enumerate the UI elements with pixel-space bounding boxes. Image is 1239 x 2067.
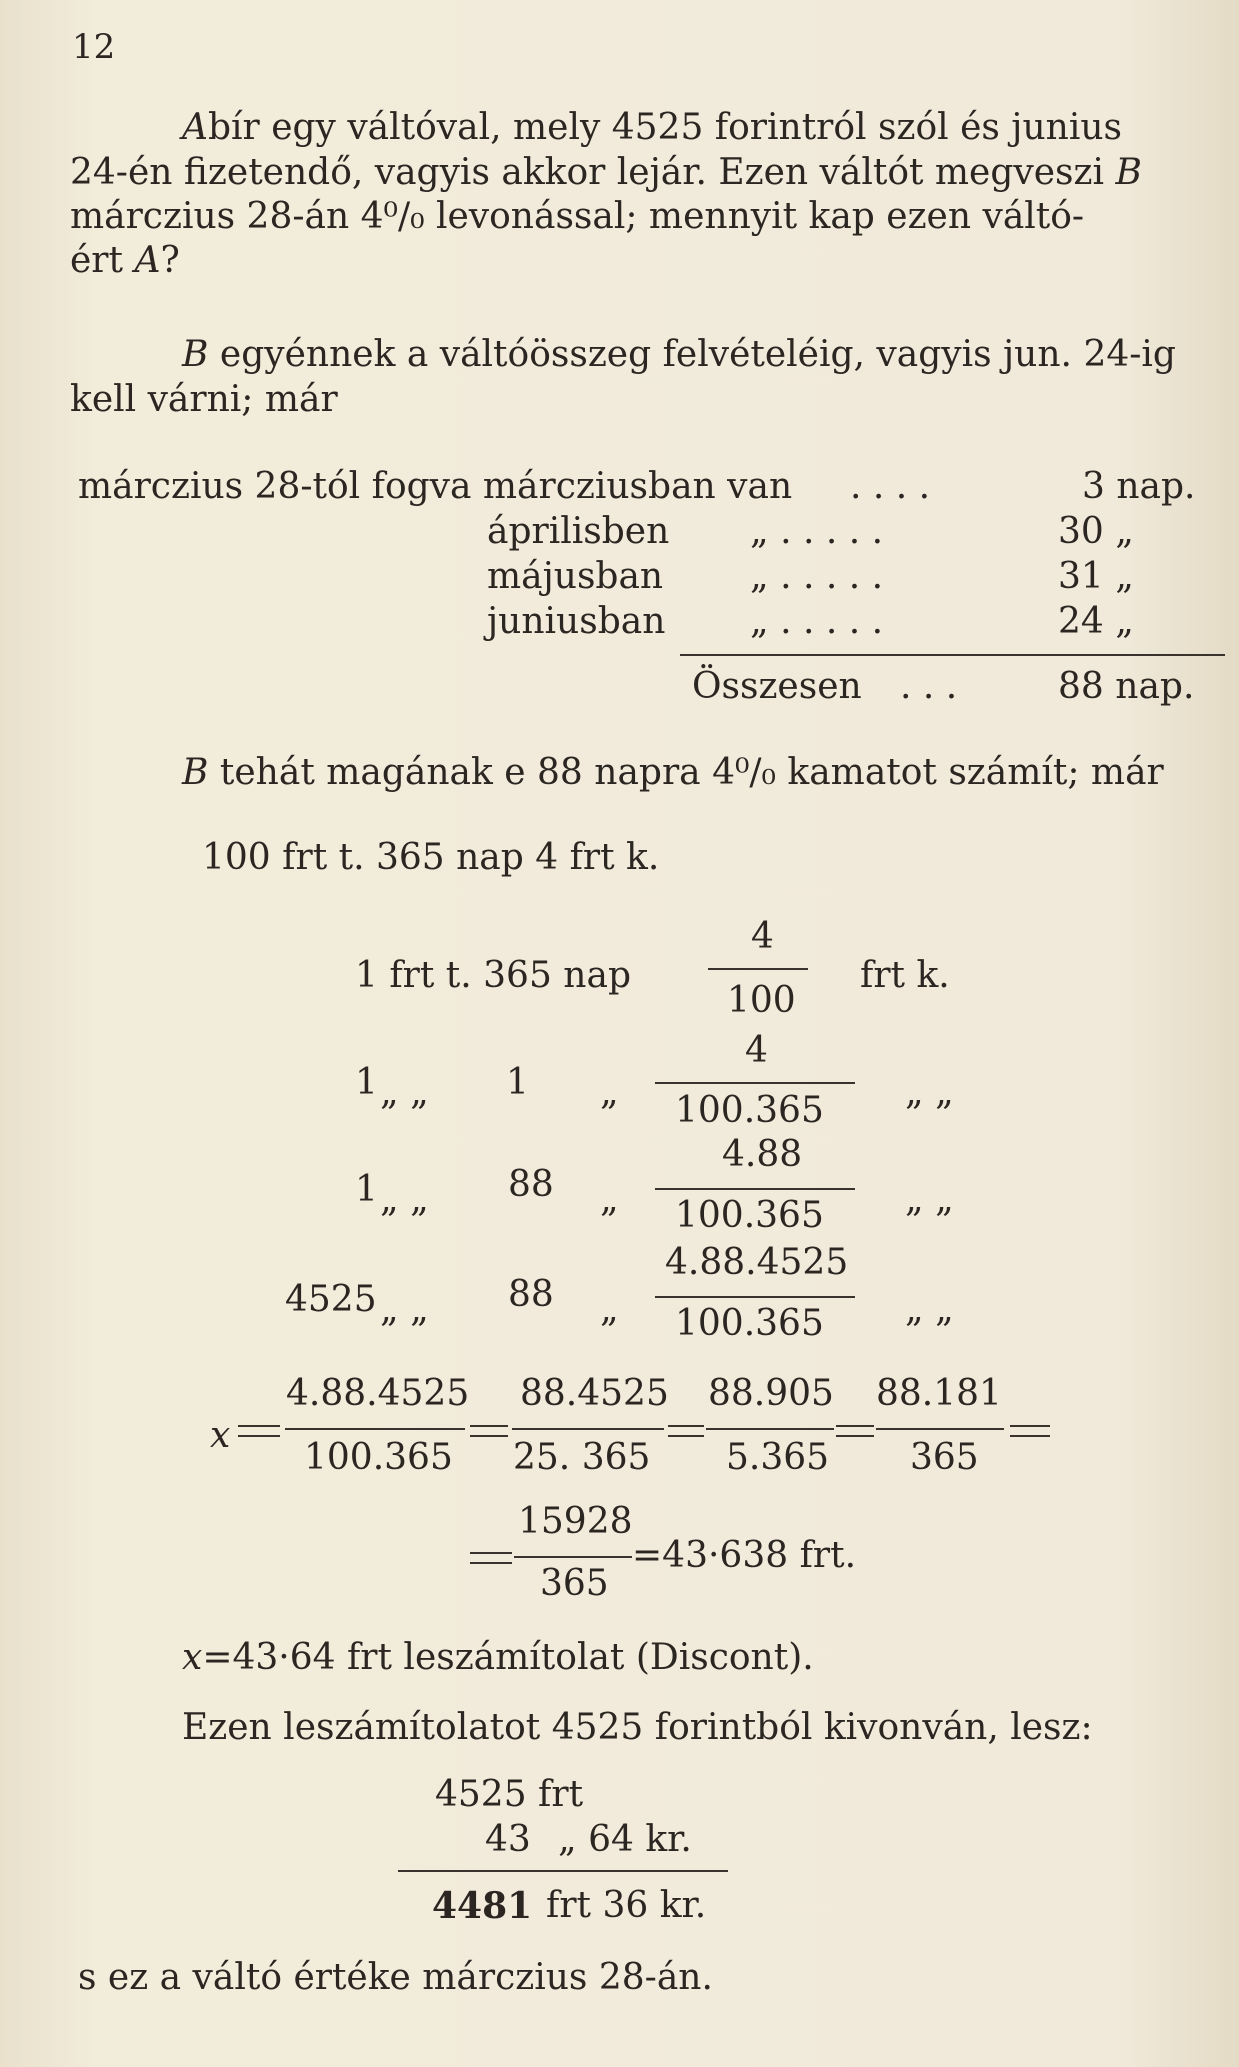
subtraction-result-rest: frt 36 kr. xyxy=(546,1885,707,1926)
subtraction-minuend: 4525 frt xyxy=(435,1774,584,1815)
equation-result: =43·638 frt. xyxy=(632,1535,857,1576)
subtraction-result-number: 4481 xyxy=(432,1885,533,1927)
subtraction-rule xyxy=(398,1870,728,1872)
equation-eq-sign-4-bottom xyxy=(836,1435,874,1437)
intro-line-3: márczius 28-án 4⁰/₀ levonással; mennyit kap ezen váltó- xyxy=(70,196,1085,237)
days-row-june-value: 24 „ xyxy=(1058,601,1134,642)
calc-row3-ditto2: „ xyxy=(600,1179,619,1220)
equation-fraction2-denominator: 25. 365 xyxy=(513,1437,651,1478)
calc-row2-numerator: 4 xyxy=(745,1030,768,1071)
equation-fraction1-denominator: 100.365 xyxy=(304,1437,453,1478)
calc-row1-numerator: 4 xyxy=(751,916,774,957)
equation-eq-sign-3-top xyxy=(668,1425,704,1427)
equation-fraction1-bar xyxy=(285,1428,465,1430)
subtraction-subtrahend-rest: „ 64 kr. xyxy=(558,1819,692,1860)
calc-row4-ditto2: „ xyxy=(600,1289,619,1330)
days-row-may-value: 31 „ xyxy=(1058,556,1134,597)
calc-row3-numerator: 4.88 xyxy=(722,1134,803,1175)
calc-row3-fraction-bar xyxy=(655,1188,855,1190)
calc-row4-a: 4525 xyxy=(285,1279,377,1320)
calc-row4-numerator: 4.88.4525 xyxy=(665,1242,849,1283)
calc-row2-denominator: 100.365 xyxy=(675,1090,824,1131)
calc-row3-a: 1 xyxy=(355,1169,378,1210)
equation-fraction5-bar xyxy=(514,1556,632,1558)
wait-line-2: kell várni; már xyxy=(70,379,338,420)
equation-fraction4-bar xyxy=(876,1428,1004,1430)
calc-row2-fraction-bar xyxy=(655,1082,855,1084)
calc-row4-denominator: 100.365 xyxy=(675,1303,824,1344)
calc-row4-b: 88 xyxy=(508,1274,554,1315)
calc-row3-denominator: 100.365 xyxy=(675,1195,824,1236)
days-row-april-dots: „ . . . . . xyxy=(750,511,884,552)
equation-fraction5-denominator: 365 xyxy=(540,1563,609,1604)
days-sum-rule xyxy=(680,654,1225,656)
days-row-march-value: 3 nap. xyxy=(1082,466,1196,507)
calc-row2-b: 1 xyxy=(506,1062,529,1103)
days-row-may-label: májusban xyxy=(487,556,664,597)
days-row-may-dots: „ . . . . . xyxy=(750,556,884,597)
equation-eq-sign-1-top xyxy=(238,1425,280,1427)
intro-line-1: A bír egy váltóval, mely 4525 forintról szól és junius xyxy=(182,107,1123,148)
equation-eq-sign-6-bottom xyxy=(470,1562,512,1564)
equation-eq-sign-1-bottom xyxy=(238,1435,280,1437)
page-number: 12 xyxy=(72,27,116,67)
calc-row4-fraction-bar xyxy=(655,1296,855,1298)
closing-line: s ez a váltó értéke márczius 28-án. xyxy=(78,1957,713,1998)
calc-row3-ditto-tail: „ „ xyxy=(905,1179,954,1220)
days-row-april-label: áprilisben xyxy=(487,511,670,552)
calc-row3-ditto1: „ „ xyxy=(380,1179,429,1220)
days-total-dots: . . . xyxy=(900,666,958,707)
equation-eq-sign-6-top xyxy=(470,1552,512,1554)
subtraction-subtrahend-number: 43 xyxy=(485,1819,531,1860)
equation-eq-sign-3-bottom xyxy=(668,1435,704,1437)
days-row-april-value: 30 „ xyxy=(1058,511,1134,552)
days-total-value: 88 nap. xyxy=(1058,666,1195,707)
equation-fraction2-numerator: 88.4525 xyxy=(520,1373,669,1414)
calc-row4-ditto-tail: „ „ xyxy=(905,1289,954,1330)
calc-row3-b: 88 xyxy=(508,1164,554,1205)
days-row-june-label: juniusban xyxy=(487,601,666,642)
wait-line-1: B egyénnek a váltóösszeg felvételéig, vagyis jun. 24-ig xyxy=(182,334,1176,375)
calc-row2-ditto1: „ „ xyxy=(380,1072,429,1113)
subtract-line: Ezen leszámítolatot 4525 forintból kivonván, lesz: xyxy=(182,1707,1093,1748)
equation-fraction4-denominator: 365 xyxy=(910,1437,979,1478)
equation-eq-sign-5-bottom xyxy=(1010,1435,1050,1437)
equation-eq-sign-2-top xyxy=(470,1425,508,1427)
equation-eq-sign-4-top xyxy=(836,1425,874,1427)
base-proportion-line: 100 frt t. 365 nap 4 frt k. xyxy=(202,837,660,878)
calc-row2-ditto2: „ xyxy=(600,1072,619,1113)
equation-eq-sign-2-bottom xyxy=(470,1435,508,1437)
days-row-june-dots: „ . . . . . xyxy=(750,601,884,642)
calc-row2-a: 1 xyxy=(355,1062,378,1103)
days-row-march-dots: . . . . xyxy=(850,466,931,507)
equation-fraction3-denominator: 5.365 xyxy=(726,1437,830,1478)
intro-line-4: ért A? xyxy=(70,240,180,281)
calc-row2-ditto-tail: „ „ xyxy=(905,1072,954,1113)
equation-fraction1-numerator: 4.88.4525 xyxy=(286,1373,470,1414)
days-row-march-label: márczius 28-tól fogva márcziusban van xyxy=(78,466,793,507)
equation-variable-x: x xyxy=(210,1415,231,1456)
calc-row1-fraction-bar xyxy=(708,968,808,970)
equation-fraction4-numerator: 88.181 xyxy=(876,1373,1002,1414)
interest-line: B tehát magának e 88 napra 4⁰/₀ kamatot számít; már xyxy=(182,752,1164,793)
equation-fraction5-numerator: 15928 xyxy=(518,1501,633,1542)
equation-eq-sign-5-top xyxy=(1010,1425,1050,1427)
calc-row1-unit: frt k. xyxy=(860,955,950,996)
equation-fraction3-numerator: 88.905 xyxy=(708,1373,834,1414)
calc-row4-ditto1: „ „ xyxy=(380,1289,429,1330)
calc-row1-left: 1 frt t. 365 nap xyxy=(355,955,631,996)
calc-row1-denominator: 100 xyxy=(727,980,796,1021)
discount-line: x=43·64 frt leszámítolat (Discont). xyxy=(182,1637,814,1678)
equation-fraction2-bar xyxy=(512,1428,664,1430)
equation-fraction3-bar xyxy=(706,1428,834,1430)
days-total-label: Összesen xyxy=(692,666,862,707)
intro-line-2: 24-én fizetendő, vagyis akkor lejár. Ezen váltót megveszi B xyxy=(70,152,1142,193)
